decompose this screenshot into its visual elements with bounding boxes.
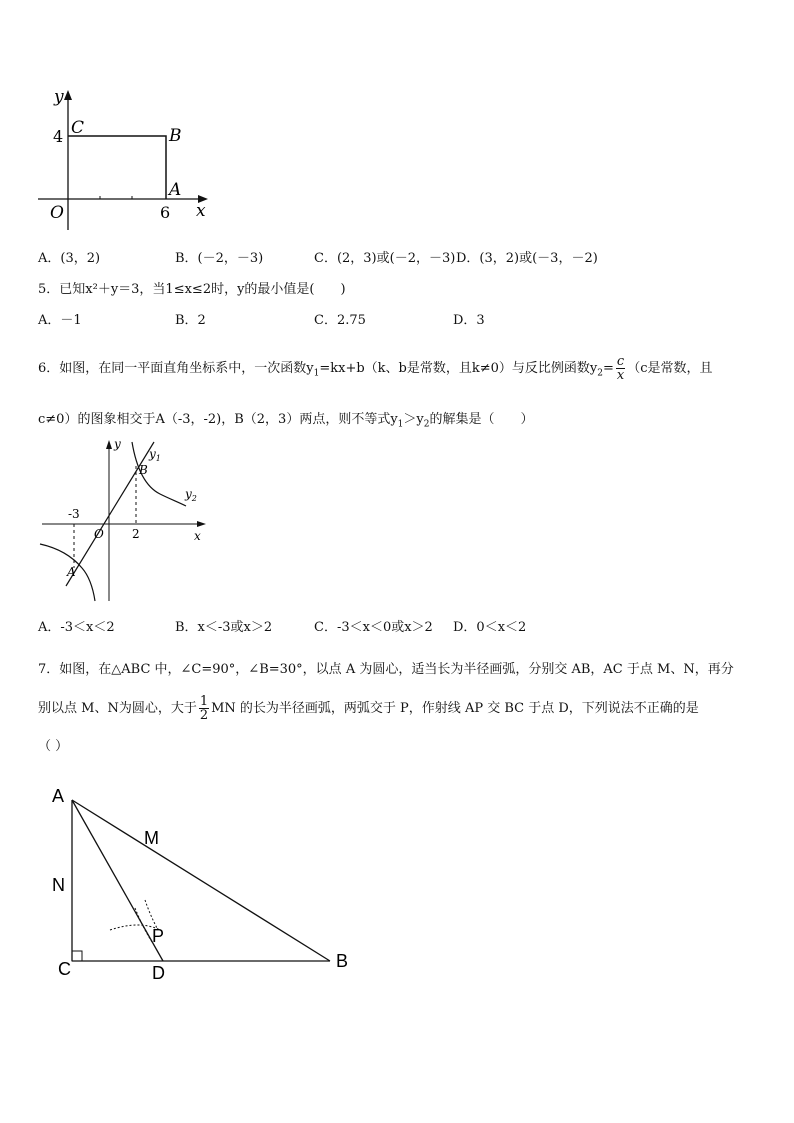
q4-option-b: B．(－2，－3) (175, 251, 264, 266)
q7-stem-line3: （ ） (38, 739, 69, 754)
y-axis-arrow (106, 440, 112, 449)
q4-option-a: A．(3，2) (38, 251, 101, 266)
point-m-label: M (144, 828, 159, 848)
point-n-label: N (52, 875, 65, 895)
y-axis-label: y (54, 87, 64, 107)
q7-stem-line2: 别以点 M、N为圆心，大于 $\frac{1}{2}$ MN 的长为半径画弧，两弧交于 P，作射线 AP 交 BC 于点 D，下列说法不正确的是 (38, 694, 699, 723)
right-angle-marker (72, 951, 82, 961)
side-ab (72, 800, 330, 961)
point-a-label: A (67, 565, 76, 579)
q5-option-d: D．3 (453, 313, 485, 328)
x-axis-label: x (194, 529, 201, 543)
y-axis-label: y (114, 437, 121, 451)
q4-figure (30, 80, 220, 230)
x-axis-label: x (196, 201, 206, 221)
point-b-label: B (336, 951, 349, 971)
q6-figure (36, 436, 216, 604)
point-d-label: D (152, 963, 165, 983)
q4-option-c: C．(2，3)或(－2，－3) (314, 251, 456, 266)
q7-figure (40, 780, 370, 990)
q6-option-c: C．-3＜x＜0或x＞2 (314, 620, 433, 635)
q5-option-a: A．－1 (38, 313, 82, 328)
origin-label: O (94, 527, 104, 541)
q6-option-d: D．0＜x＜2 (453, 620, 527, 635)
tick-label-4: 4 (53, 127, 64, 146)
origin-label: O (50, 203, 64, 223)
q6-stem-line1: 6．如图，在同一平面直角坐标系中，一次函数$y_1=kx+b(k$、b是常数，且k≠0）与反比例函数$y_2=$ $\frac{c}{x}$ （c是常数，且 (38, 354, 713, 383)
q7-stem-line1: 7．如图，在△ABC 中，∠C=90°，∠B=30°，以点 A 为圆心，适当长为半径画弧，分别交 AB，AC 于点 M、N，再分 (38, 662, 734, 677)
rectangle-oabc (68, 136, 166, 199)
point-b-label: B (169, 126, 182, 146)
q4-option-d: D．(3，2)或(－3，－2) (456, 251, 598, 266)
y-axis-arrow (64, 90, 72, 100)
q5-option-c: C．2.75 (314, 313, 366, 328)
fraction-one-half: $\frac{1}{2}$ (199, 694, 209, 723)
tick-label-6: 6 (160, 203, 171, 222)
point-b-label: B (139, 463, 148, 477)
q5-stem: 5．已知x²＋y＝3，当1≤x≤2时，y的最小值是( ) (38, 282, 346, 297)
y2-label: $y_2$ (185, 487, 197, 503)
point-a-label: A (52, 786, 65, 806)
point-p-label: P (152, 926, 165, 946)
point-c-label: C (71, 118, 85, 138)
fraction-c-over-x: $\frac{c}{x}$ (616, 354, 625, 383)
point-a-label: A (169, 180, 182, 200)
point-c-label: C (58, 959, 71, 979)
tick-label-2: 2 (132, 527, 140, 541)
q6-option-a: A．-3＜x＜2 (38, 620, 115, 635)
q5-option-b: B．2 (175, 313, 206, 328)
q6-option-b: B．x＜-3或x＞2 (175, 620, 273, 635)
x-axis-arrow (197, 521, 206, 527)
q6-stem-line2: c≠0）的图象相交于A（-3，-2)，B（2，3）两点，则不等式$y_1>y_2$的解集是（ ） (38, 412, 534, 430)
y1-label: $y_1$ (149, 447, 161, 463)
tick-label-neg3: -3 (68, 507, 80, 521)
